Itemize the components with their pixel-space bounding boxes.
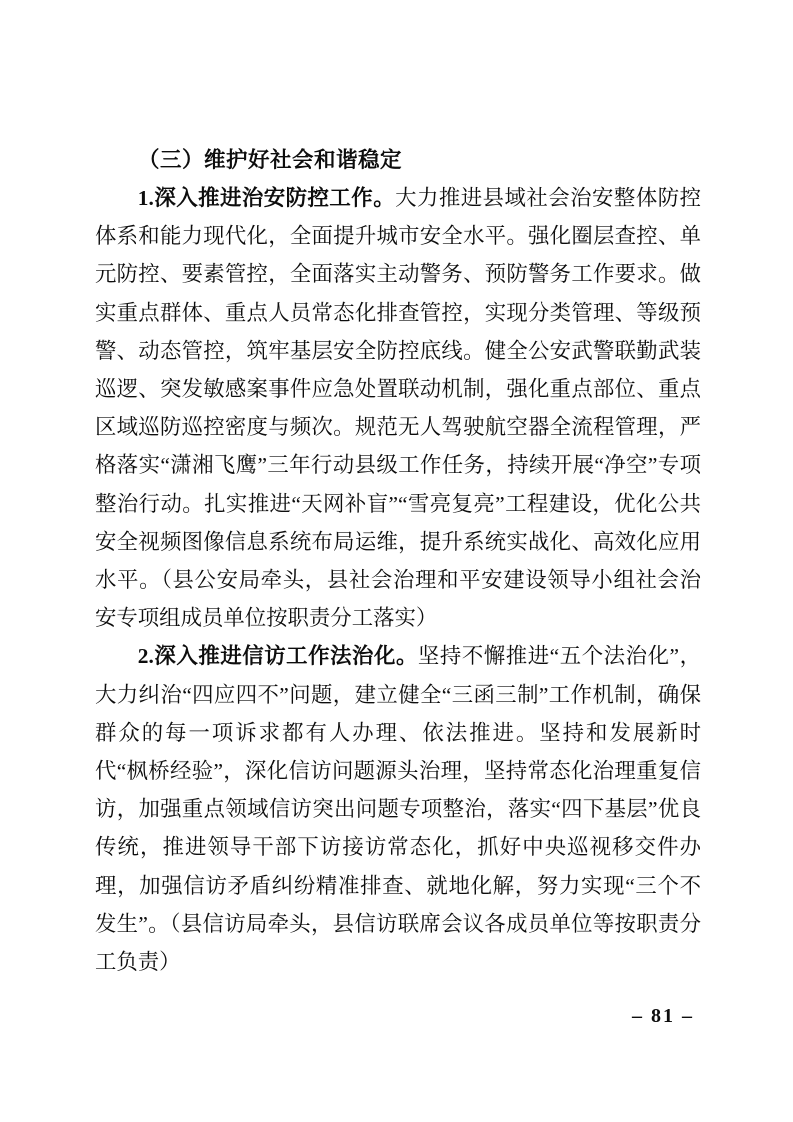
paragraph-2-lead: 2.深入推进信访工作法治化。 [137, 644, 418, 669]
paragraph-1-lead: 1.深入推进治安防控工作。 [137, 186, 396, 210]
paragraph-1 [95, 179, 701, 637]
section-heading: （三）维护好社会和谐稳定 [138, 148, 403, 172]
page-number: – 81 – [632, 1005, 694, 1027]
paragraph-1-text: 大力推进县域社会治安整体防控体系和能力现代化，全面提升城市安全水平。强化圈层查控、单元防控、要素管控，全面落实主动警务、预防警务工作要求。做实重点群体、重点人员常态化排查管控，实现分类管理、等级预警、动态管控，筑牢基层安全防控底线。健全公安武警联勤武装巡逻、突发敏感案事件应急处置联动机制，强化重点部位、重点区域巡防巡控密度与频次。规范无人驾驶航空器全流程管理，严格落实“潇湘飞鹰”三年行动县级工作任务，持续开展“净空”专项整治行动。扎实推进“天网补盲”“雪亮复亮”工程建设，优化公共安全视频图像信息系统布局运维，提升系统实战化、高效化应用水平。（县公安局牵头，县社会治理和平安建设领导小组社会治安专项组成员单位按职责分工落实） [95, 186, 701, 631]
document-body [95, 141, 701, 981]
paragraph-2-text: 坚持不懈推进“五个法治化”，大力纠治“四应四不”问题，建立健全“三函三制”工作机制，确保群众的每一项诉求都有人办理、依法推进。坚持和发展新时代“枫桥经验”，深化信访问题源头治理，坚持常态化治理重复信访，加强重点领域信访突出问题专项整治，落实“四下基层”优良传统，推进领导干部下访接访常态化，抓好中央巡视移交件办理，加强信访矛盾纠纷精准排查、就地化解，努力实现“三个不发生”。（县信访局牵头，县信访联席会议各成员单位等按职责分工负责） [95, 644, 701, 975]
paragraph-2 [95, 637, 701, 981]
